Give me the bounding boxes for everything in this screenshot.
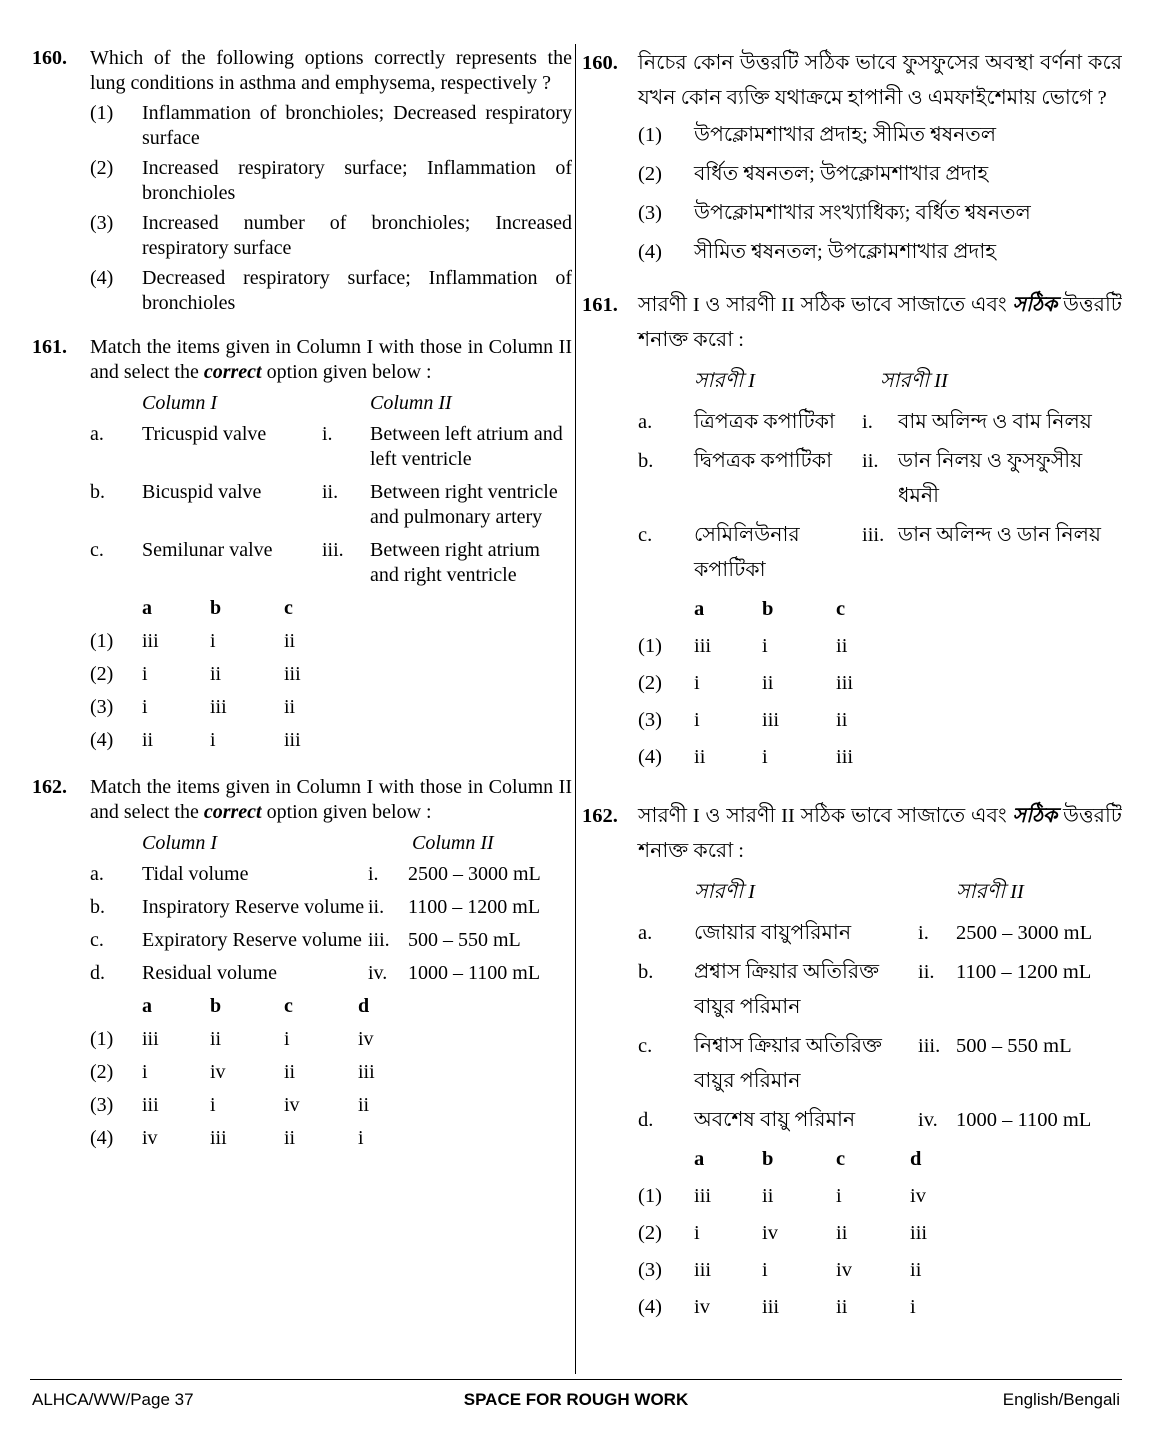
answer-header: a b c <box>142 597 293 619</box>
question-number: 162. <box>582 805 618 827</box>
match-row-c: c. Expiratory Reserve volume iii. 500 – 550 mL <box>90 929 521 951</box>
answer-option-1: (1) iii ii i iv <box>638 1185 926 1207</box>
answer-option-2: (2) i ii iii <box>90 663 301 685</box>
answer-option-2: (2) i iv ii iii <box>90 1061 375 1083</box>
answer-header: a b c <box>694 598 846 620</box>
bengali-column <box>582 46 1122 1376</box>
option-1: (1) Inflammation of bronchioles; Decreased respiratory surface <box>90 102 572 149</box>
question-text: Match the items given in Column I with those in Column II and select the correct option given below : <box>90 336 572 383</box>
option-4: (4) সীমিত শ্বষনতল; উপক্লোমশাখার প্রদাহ <box>638 241 997 263</box>
option-4: (4) Decreased respiratory surface; Inflammation of bronchioles <box>90 267 572 314</box>
answer-header: a b c d <box>694 1148 922 1170</box>
match-row-c: c. সেমিলিউনার কপাটিকা iii. ডান অলিন্দ ও ডান নিলয় <box>638 524 1101 581</box>
question-number: 160. <box>582 52 618 74</box>
answer-header: a b c d <box>142 995 370 1017</box>
answer-option-1: (1) iii i ii <box>638 635 848 657</box>
match-row-b: b. দ্বিপত্রক কপাটিকা ii. ডান নিলয় ও ফুসফুসীয় ধমনী <box>638 450 1083 507</box>
rough-work-label: SPACE FOR ROUGH WORK <box>463 1390 689 1409</box>
question-161-bn <box>582 288 1122 777</box>
column-divider <box>575 44 576 1374</box>
question-160-en <box>32 46 572 321</box>
footer-rule <box>30 1379 1122 1380</box>
question-number: 162. <box>32 776 67 798</box>
page-code: ALHCA/WW/Page 37 <box>32 1390 194 1409</box>
match-row-c: c. Semilunar valve iii. Between right atrium and right ventricle <box>90 539 540 586</box>
answer-option-4: (4) iv iii ii i <box>638 1296 916 1318</box>
match-row-b: b. Bicuspid valve ii. Between right ventricle and pulmonary artery <box>90 481 558 528</box>
question-text: Match the items given in Column I with those in Column II and select the correct option given below : <box>90 776 572 823</box>
match-row-a: a. জোয়ার বায়ুপরিমান i. 2500 – 3000 mL <box>638 922 1093 944</box>
question-text: নিচের কোন উত্তরটি সঠিক ভাবে ফুসফুসের অবস্থা বর্ণনা করে যখন কোন ব্যক্তি যথাক্রমে হাপানী ও এমফাইশেমায় ভোগে ? <box>638 52 1122 109</box>
answer-option-4: (4) ii i iii <box>638 746 854 768</box>
answer-option-3: (3) i iii ii <box>90 696 296 718</box>
language-label: English/Bengali <box>1002 1390 1120 1409</box>
answer-option-2: (2) i iv ii iii <box>638 1222 928 1244</box>
match-row-a: a. Tricuspid valve i. Between left atrium and left ventricle <box>90 423 563 470</box>
question-text: Which of the following options correctly represents the lung conditions in asthma and emphysema, respectively ? <box>90 47 572 94</box>
answer-option-4: (4) iv iii ii i <box>90 1127 364 1149</box>
match-row-b: b. প্রশ্বাস ক্রিয়ার অতিরিক্ত বায়ুর পরিমান ii. 1100 – 1200 mL <box>638 961 1092 1018</box>
question-161-en <box>32 335 572 761</box>
answer-option-3: (3) i iii ii <box>638 709 848 731</box>
option-3: (3) উপক্লোমশাখার সংখ্যাধিক্য; বর্ধিত শ্বষনতল <box>638 202 1031 224</box>
match-row-c: c. নিশ্বাস ক্রিয়ার অতিরিক্ত বায়ুর পরিমান iii. 500 – 550 mL <box>638 1035 1072 1092</box>
options-list <box>638 118 1122 270</box>
match-table-header: Column I Column II <box>142 832 494 854</box>
question-162-en <box>32 775 572 1159</box>
question-160-bn <box>582 46 1122 274</box>
question-number: 161. <box>582 294 618 316</box>
answer-option-3: (3) iii i iv ii <box>90 1094 370 1116</box>
question-number: 160. <box>32 47 67 69</box>
option-1: (1) উপক্লোমশাখার প্রদাহ; সীমিত শ্বষনতল <box>638 124 997 146</box>
match-row-d: d. Residual volume iv. 1000 – 1100 mL <box>90 962 541 984</box>
option-2: (2) Increased respiratory surface; Inflammation of bronchioles <box>90 157 572 204</box>
match-row-b: b. Inspiratory Reserve volume ii. 1100 – 1200 mL <box>90 896 541 918</box>
option-3: (3) Increased number of bronchioles; Increased respiratory surface <box>90 212 572 259</box>
question-number: 161. <box>32 336 67 358</box>
answer-option-4: (4) ii i iii <box>90 729 301 751</box>
match-row-d: d. অবশেষ বায়ু পরিমান iv. 1000 – 1100 mL <box>638 1109 1092 1131</box>
match-table-header: সারণী I সারণী II <box>694 370 948 392</box>
match-row-a: a. ত্রিপত্রক কপাটিকা i. বাম অলিন্দ ও বাম নিলয় <box>638 411 1092 433</box>
options-list <box>90 101 572 316</box>
question-162-bn <box>582 799 1122 1327</box>
question-text: সারণী I ও সারণী II সঠিক ভাবে সাজাতে এবং সঠিক উত্তরটি শনাক্ত করো : <box>638 805 1122 862</box>
match-table-header: সারণী I সারণী II <box>694 881 1024 903</box>
question-text: সারণী I ও সারণী II সঠিক ভাবে সাজাতে এবং সঠিক উত্তরটি শনাক্ত করো : <box>638 294 1122 351</box>
english-column <box>32 46 572 1376</box>
answer-option-1: (1) iii i ii <box>90 630 296 652</box>
page-footer <box>32 1390 1120 1414</box>
match-row-a: a. Tidal volume i. 2500 – 3000 mL <box>90 863 541 885</box>
answer-option-2: (2) i ii iii <box>638 672 854 694</box>
answer-option-3: (3) iii i iv ii <box>638 1259 922 1281</box>
option-2: (2) বর্ধিত শ্বষনতল; উপক্লোমশাখার প্রদাহ <box>638 163 989 185</box>
match-table-header: Column I Column II <box>142 392 452 414</box>
answer-option-1: (1) iii ii i iv <box>90 1028 374 1050</box>
